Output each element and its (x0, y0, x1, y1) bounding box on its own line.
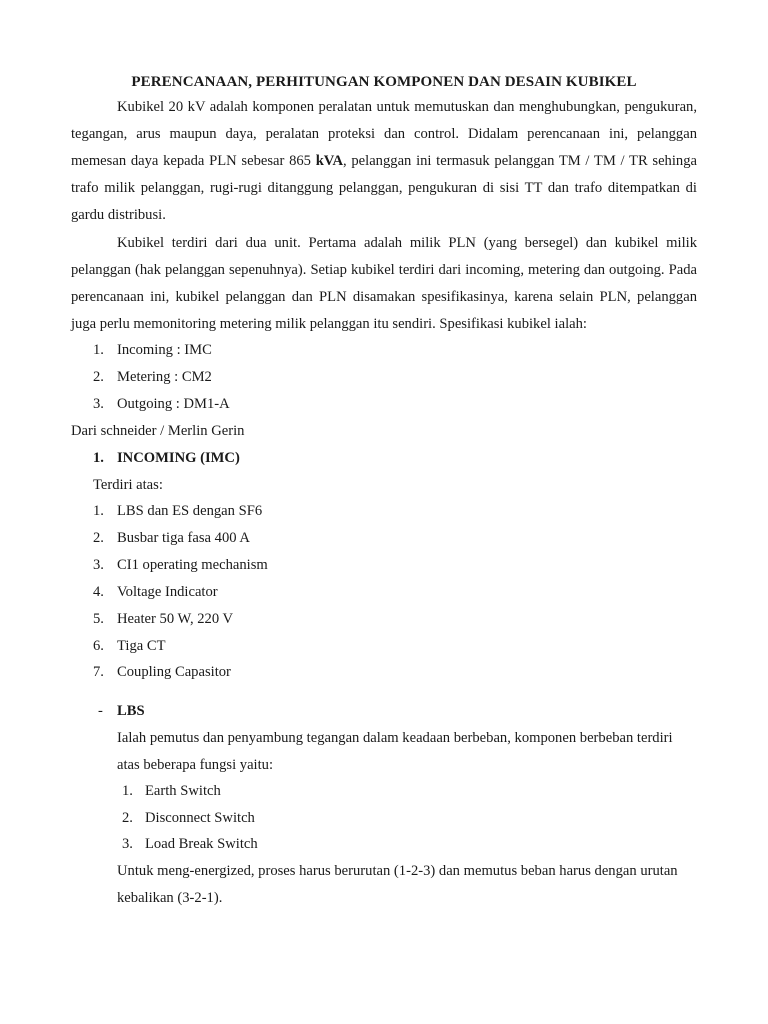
spec-num: 1. (93, 342, 104, 358)
spec-item: Metering : CM2 (117, 369, 212, 385)
component-num: 2. (93, 530, 104, 546)
lbs-description: Ialah pemutus dan penyambung tegangan dalam keadaan berbeban, komponen berbeban terdiri (117, 730, 673, 746)
lbs-description-cont: atas beberapa fungsi yaitu: (117, 757, 274, 773)
component-item: Heater 50 W, 220 V (117, 611, 234, 627)
component-item: LBS dan ES dengan SF6 (117, 503, 263, 519)
intro-text-cont: , pelanggan ini termasuk pelanggan TM / TM / TR sehinga trafo milik pelanggan, rugi-rugi ditanggung pelanggan, pengukuran di sisi TT dan trafo ditempatkan di gardu distribusi. (71, 153, 697, 223)
page-title: PERENCANAAN, PERHITUNGAN KOMPONEN DAN DESAIN KUBIKEL (131, 74, 637, 90)
component-item: Busbar tiga fasa 400 A (117, 530, 250, 546)
lbs-heading: LBS (117, 703, 145, 719)
source-line: Dari schneider / Merlin Gerin (71, 423, 245, 439)
lbs-note-cont: kebalikan (3-2-1). (117, 890, 223, 906)
spec-num: 2. (93, 369, 104, 385)
lbs-note: Untuk meng-energized, proses harus berurutan (1-2-3) dan memutus beban harus dengan urutan (117, 863, 678, 879)
kubikel-paragraph (71, 230, 697, 338)
bullet-dash: - (98, 703, 103, 719)
component-num: 4. (93, 584, 104, 600)
spec-num: 3. (93, 396, 104, 412)
component-item: Coupling Capasitor (117, 664, 231, 680)
function-num: 2. (122, 810, 133, 826)
function-item: Disconnect Switch (145, 810, 255, 826)
component-num: 7. (93, 664, 104, 680)
spec-item: Incoming : IMC (117, 342, 212, 358)
component-item: CI1 operating mechanism (117, 557, 268, 573)
section-number: 1. (93, 450, 104, 466)
function-num: 1. (122, 783, 133, 799)
component-num: 6. (93, 638, 104, 654)
function-num: 3. (122, 836, 133, 852)
component-num: 5. (93, 611, 104, 627)
component-item: Tiga CT (117, 638, 166, 654)
component-num: 1. (93, 503, 104, 519)
spec-item: Outgoing : DM1-A (117, 396, 230, 412)
intro-text: Kubikel 20 kV adalah komponen peralatan untuk memutuskan dan menghubungkan, pengukuran, tegangan, arus maupun daya, peralatan proteksi dan control. Didalam perencanaan ini, pelanggan memesan daya kepada PLN sebesar 865 (71, 99, 697, 169)
component-num: 3. (93, 557, 104, 573)
kva-bold: kVA (315, 153, 344, 169)
section-heading: INCOMING (IMC) (117, 450, 240, 466)
function-item: Earth Switch (145, 783, 221, 799)
section-intro: Terdiri atas: (93, 477, 163, 493)
intro-paragraph (71, 94, 697, 229)
component-item: Voltage Indicator (117, 584, 218, 600)
function-item: Load Break Switch (145, 836, 258, 852)
kubikel-text: Kubikel terdiri dari dua unit. Pertama adalah milik PLN (yang bersegel) dan kubikel milik pelanggan (hak pelanggan sepenuhnya). Setiap kubikel terdiri dari incoming, metering dan outgoing. Pada perencanaan ini, kubikel pelanggan dan PLN disamakan spesifikasinya, karena selain PLN, pelanggan juga perlu memonitoring metering milik pelanggan itu sendiri. Spesifikasi kubikel ialah: (71, 235, 697, 332)
